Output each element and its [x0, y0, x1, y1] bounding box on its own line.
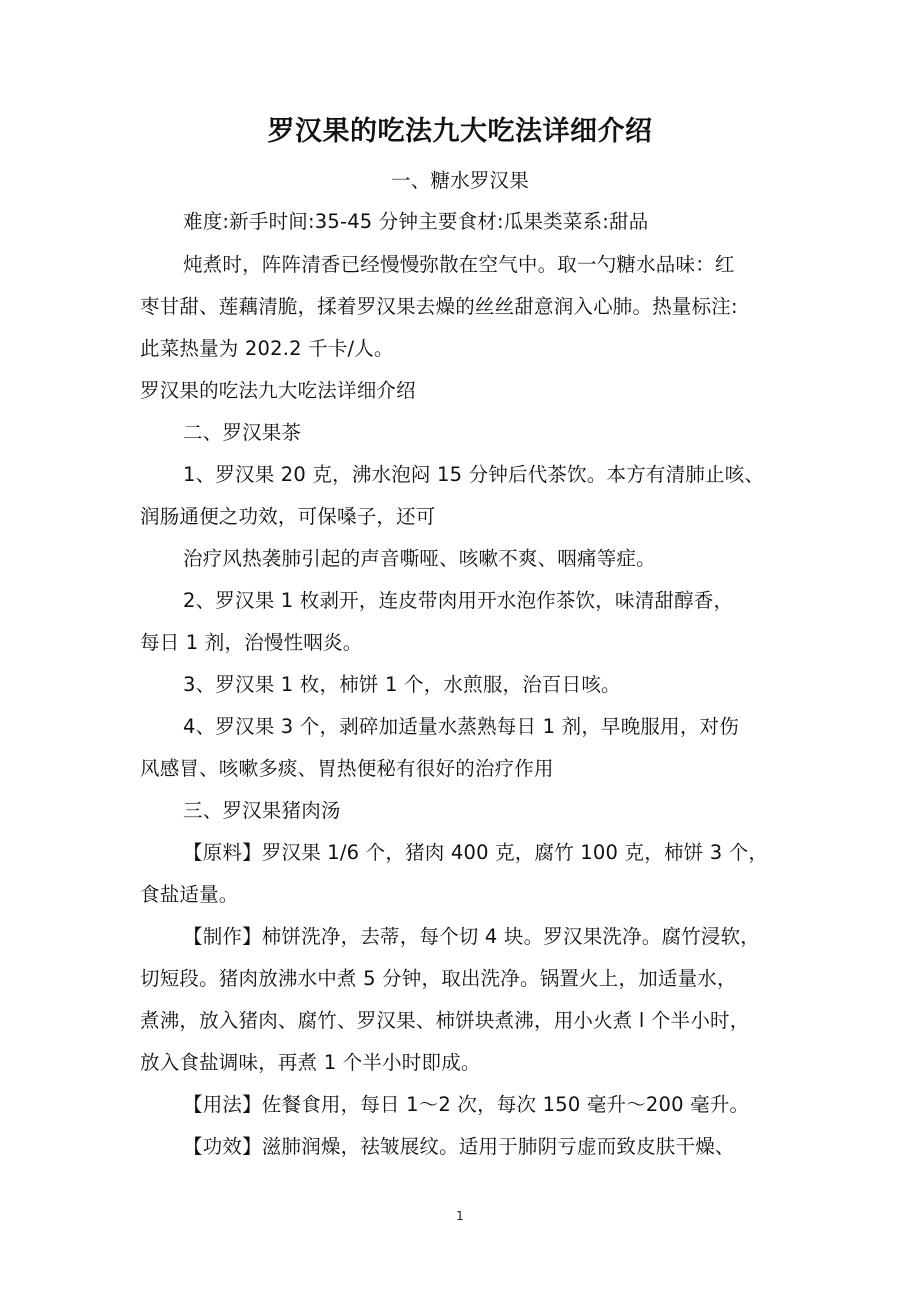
repeated-title-line: 罗汉果的吃法九大吃法详细介绍	[140, 379, 416, 402]
paragraph-line: 润肠通便之功效，可保嗓子，还可	[140, 505, 436, 528]
paragraph-line: 煮沸，放入猪肉、腐竹、罗汉果、柿饼块煮沸，用小火煮 l 个半小时，	[140, 1009, 750, 1032]
paragraph-line: 风感冒、咳嗽多痰、胃热便秘有很好的治疗作用	[140, 757, 554, 780]
paragraph-line: 【原料】罗汉果 1/6 个，猪肉 400 克，腐竹 100 克，柿饼 3 个，	[183, 841, 769, 864]
document-title: 罗汉果的吃法九大吃法详细介绍	[267, 116, 653, 147]
section-heading-3: 三、罗汉果猪肉汤	[183, 799, 341, 822]
page-number: 1	[456, 1209, 464, 1223]
section-heading-1: 一、糖水罗汉果	[391, 169, 529, 192]
paragraph-line: 【用法】佐餐食用，每日 1～2 次，每次 150 毫升～200 毫升。	[183, 1093, 750, 1116]
paragraph-line: 切短段。猪肉放沸水中煮 5 分钟，取出洗净。锅置火上，加适量水，	[140, 967, 737, 990]
paragraph-line: 2、罗汉果 1 枚剥开，连皮带肉用开水泡作茶饮，味清甜醇香，	[183, 589, 734, 612]
paragraph-line: 【制作】柿饼洗净，去蒂，每个切 4 块。罗汉果洗净。腐竹浸软，	[183, 925, 761, 948]
recipe-meta: 难度:新手时间:35-45 分钟主要食材:瓜果类菜系:甜品	[183, 210, 649, 233]
paragraph-line: 食盐适量。	[140, 883, 239, 906]
paragraph-line: 【功效】滋肺润燥，祛皱展纹。适用于肺阴亏虚而致皮肤干燥、	[183, 1135, 735, 1158]
paragraph-line: 枣甘甜、莲藕清脆，揉着罗汉果去燥的丝丝甜意润入心肺。热量标注:	[140, 295, 738, 318]
paragraph-line: 3、罗汉果 1 枚，柿饼 1 个，水煎服，治百日咳。	[183, 673, 621, 696]
paragraph-line: 此菜热量为 202.2 千卡/人。	[140, 337, 394, 360]
paragraph-line: 炖煮时，阵阵清香已经慢慢弥散在空气中。取一勺糖水品味：红	[183, 253, 735, 276]
paragraph-line: 每日 1 剂，治慢性咽炎。	[140, 631, 363, 654]
paragraph-line: 治疗风热袭肺引起的声音嘶哑、咳嗽不爽、咽痛等症。	[183, 547, 656, 570]
section-heading-2: 二、罗汉果茶	[183, 421, 302, 444]
paragraph-line: 放入食盐调味，再煮 1 个半小时即成。	[140, 1051, 481, 1074]
paragraph-line: 4、罗汉果 3 个，剥碎加适量水蒸熟每日 1 剂，早晚服用，对伤	[183, 715, 739, 738]
paragraph-line: 1、罗汉果 20 克，沸水泡闷 15 分钟后代茶饮。本方有清肺止咳、	[183, 463, 765, 486]
